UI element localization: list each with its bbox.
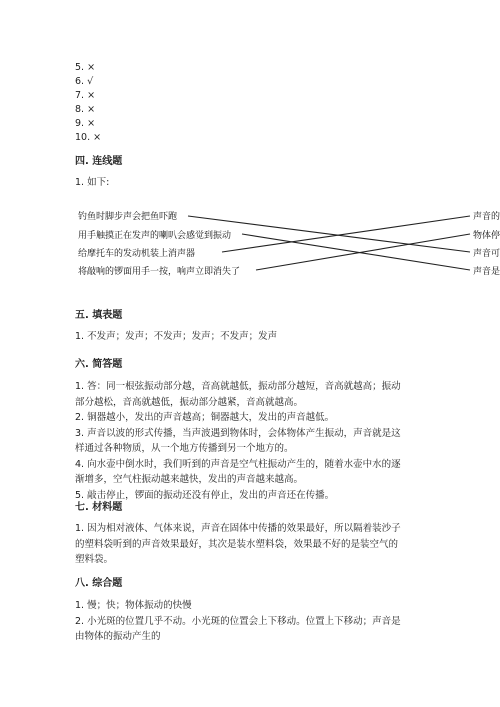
match-right-item: 声音是	[473, 267, 500, 277]
answer-item: 9. ×	[75, 118, 96, 129]
match-connector-line	[222, 216, 470, 252]
answer-item: 5. ×	[75, 62, 96, 73]
text-line: 1. 慢；快；物体振动的快慢	[75, 600, 192, 611]
matching-intro: 1. 如下:	[75, 177, 110, 188]
section-heading-comprehensive: 八. 综合题	[75, 578, 123, 589]
text-line: 2. 铜器越小，发出的声音越高；铜器越大，发出的声音越低。	[75, 412, 335, 423]
text-line: 1. 因为相对液体、气体来说，声音在固体中传播的效果最好，所以隔着装沙子	[75, 523, 401, 534]
section-heading-short-answer: 六. 简答题	[75, 359, 123, 370]
material-answer-block	[75, 521, 430, 568]
match-right-item: 物体停	[473, 231, 500, 241]
text-line: 的塑料袋听到的声音效果最好，其次是装水塑料袋，效果最不好的是装空气的	[75, 538, 399, 550]
text-line: 2. 小光斑的位置几乎不动。小光斑的位置会上下移动。位置上下移动；声音是	[75, 615, 401, 627]
text-line: 样通过各种物质，从一个地方传播到另一个地方的。	[75, 443, 294, 454]
text-line: 部分越松，音高就越低，振动部分越紧，音高就越高。	[75, 396, 304, 408]
section-heading-matching: 四. 连线题	[75, 156, 123, 167]
text-line: 1. 答：同一根弦振动部分越，音高就越低，振动部分越短，音高就越高；振动	[75, 381, 401, 392]
text-line: 由物体的振动产生的	[75, 631, 161, 642]
text-line: 4. 向水壶中倒水时，我们听到的声音是空气柱振动产生的，随着水壶中水的逐	[75, 458, 401, 470]
section-heading-fill-table: 五. 填表题	[75, 310, 123, 321]
text-line: 渐增多，空气柱振动越来越快，发出的声音越来越高。	[75, 474, 304, 485]
match-left-item: 用手触摸正在发声的喇叭会感觉到振动	[78, 231, 232, 241]
section-heading-material: 七. 材料题	[75, 502, 123, 513]
short-answer-block	[75, 379, 430, 503]
match-left-item: 给摩托车的发动机装上消声器	[78, 249, 196, 259]
match-left-item: 将敲响的锣面用手一按，响声立即消失了	[78, 267, 241, 277]
text-line: 5. 敲击停止，锣面的振动还没有停止，发出的声音还在传播。	[75, 489, 335, 501]
text-line: 塑料袋。	[75, 554, 114, 565]
match-right-item: 声音的	[473, 212, 500, 222]
fill-table-answer: 1. 不发声；发声；不发声；发声；不发声；发声	[75, 331, 278, 342]
answer-item: 7. ×	[75, 90, 96, 101]
comprehensive-answer-block	[75, 598, 430, 645]
match-left-item: 钓鱼时脚步声会把鱼吓跑	[78, 212, 178, 222]
match-right-item: 声音可	[473, 249, 500, 259]
matching-diagram	[0, 200, 500, 280]
text-line: 3. 声音以波的形式传播，当声波遇到物体时，会体物体产生振动，声音就是这	[75, 427, 401, 439]
answer-item: 8. ×	[75, 104, 96, 115]
answer-item: 10. ×	[75, 132, 102, 143]
answer-item: 6. √	[75, 76, 94, 87]
